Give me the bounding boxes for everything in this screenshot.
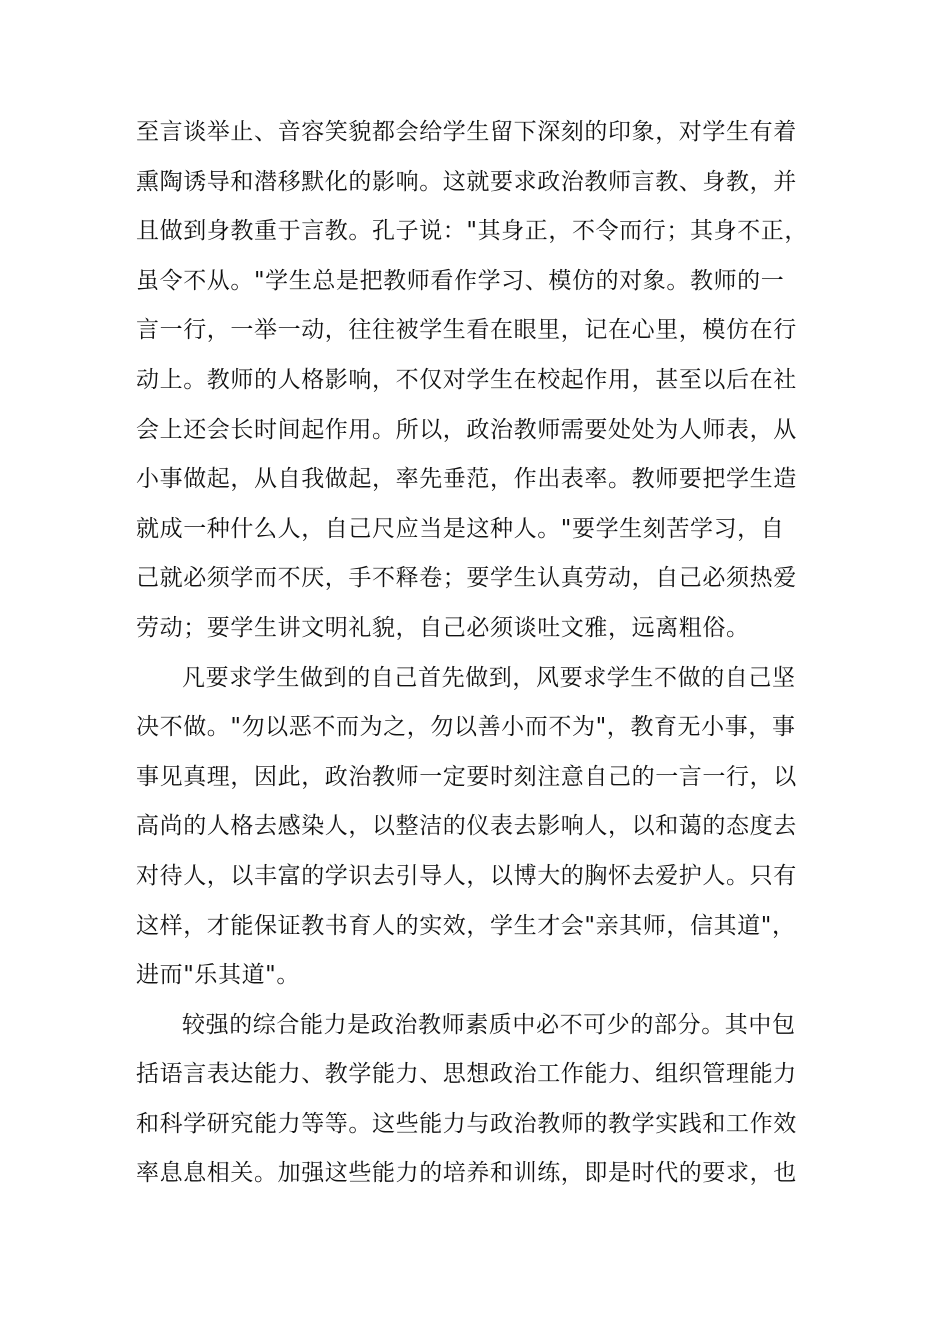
text-line: 和科学研究能力等等。这些能力与政治教师的教学实践和工作效 xyxy=(136,1110,797,1137)
text-line: 进而"乐其道"。 xyxy=(136,962,300,989)
text-line: 决不做。"勿以恶不而为之，勿以善小而不为"，教育无小事，事 xyxy=(136,714,796,741)
text-line-first: 较强的综合能力是政治教师素质中必不可少的部分。其中包 xyxy=(182,1011,796,1038)
paragraph-1 xyxy=(136,108,826,654)
text-line: 熏陶诱导和潜移默化的影响。这就要求政治教师言教、身教，并 xyxy=(136,168,797,195)
body-text xyxy=(136,108,826,1199)
paragraph-3 xyxy=(136,1001,826,1199)
text-line: 会上还会长时间起作用。所以，政治教师需要处处为人师表，从 xyxy=(136,416,797,443)
paragraph-2 xyxy=(136,654,826,1001)
text-line: 事见真理，因此，政治教师一定要时刻注意自己的一言一行，以 xyxy=(136,763,797,790)
text-line: 就成一种什么人，自己尺应当是这种人。"要学生刻苦学习，自 xyxy=(136,515,785,542)
text-line: 动上。教师的人格影响，不仅对学生在校起作用，甚至以后在社 xyxy=(136,366,797,393)
text-line-first: 凡要求学生做到的自己首先做到，风要求学生不做的自己坚 xyxy=(182,664,796,691)
text-line: 这样，才能保证教书育人的实效，学生才会"亲其师，信其道"， xyxy=(136,912,796,939)
text-line: 小事做起，从自我做起，率先垂范，作出表率。教师要把学生造 xyxy=(136,466,797,493)
text-line: 率息息相关。加强这些能力的培养和训练，即是时代的要求，也 xyxy=(136,1160,797,1187)
text-line: 括语言表达能力、教学能力、思想政治工作能力、组织管理能力 xyxy=(136,1061,797,1088)
text-line: 对待人，以丰富的学识去引导人，以博大的胸怀去爱护人。只有 xyxy=(136,862,797,889)
text-line: 至言谈举止、音容笑貌都会给学生留下深刻的印象，对学生有着 xyxy=(136,119,797,145)
text-line: 言一行，一举一动，往往被学生看在眼里，记在心里，模仿在行 xyxy=(136,317,797,344)
text-line: 劳动；要学生讲文明礼貌，自己必须谈吐文雅，远离粗俗。 xyxy=(136,614,750,641)
text-line: 虽令不从。"学生总是把教师看作学习、模仿的对象。教师的一 xyxy=(136,267,785,294)
text-line: 己就必须学而不厌，手不释卷；要学生认真劳动，自己必须热爱 xyxy=(136,565,797,592)
text-line: 且做到身教重于言教。孔子说："其身正，不令而行；其身不正， xyxy=(136,218,808,245)
text-line: 高尚的人格去感染人，以整洁的仪表去影响人，以和蔼的态度去 xyxy=(136,813,797,840)
